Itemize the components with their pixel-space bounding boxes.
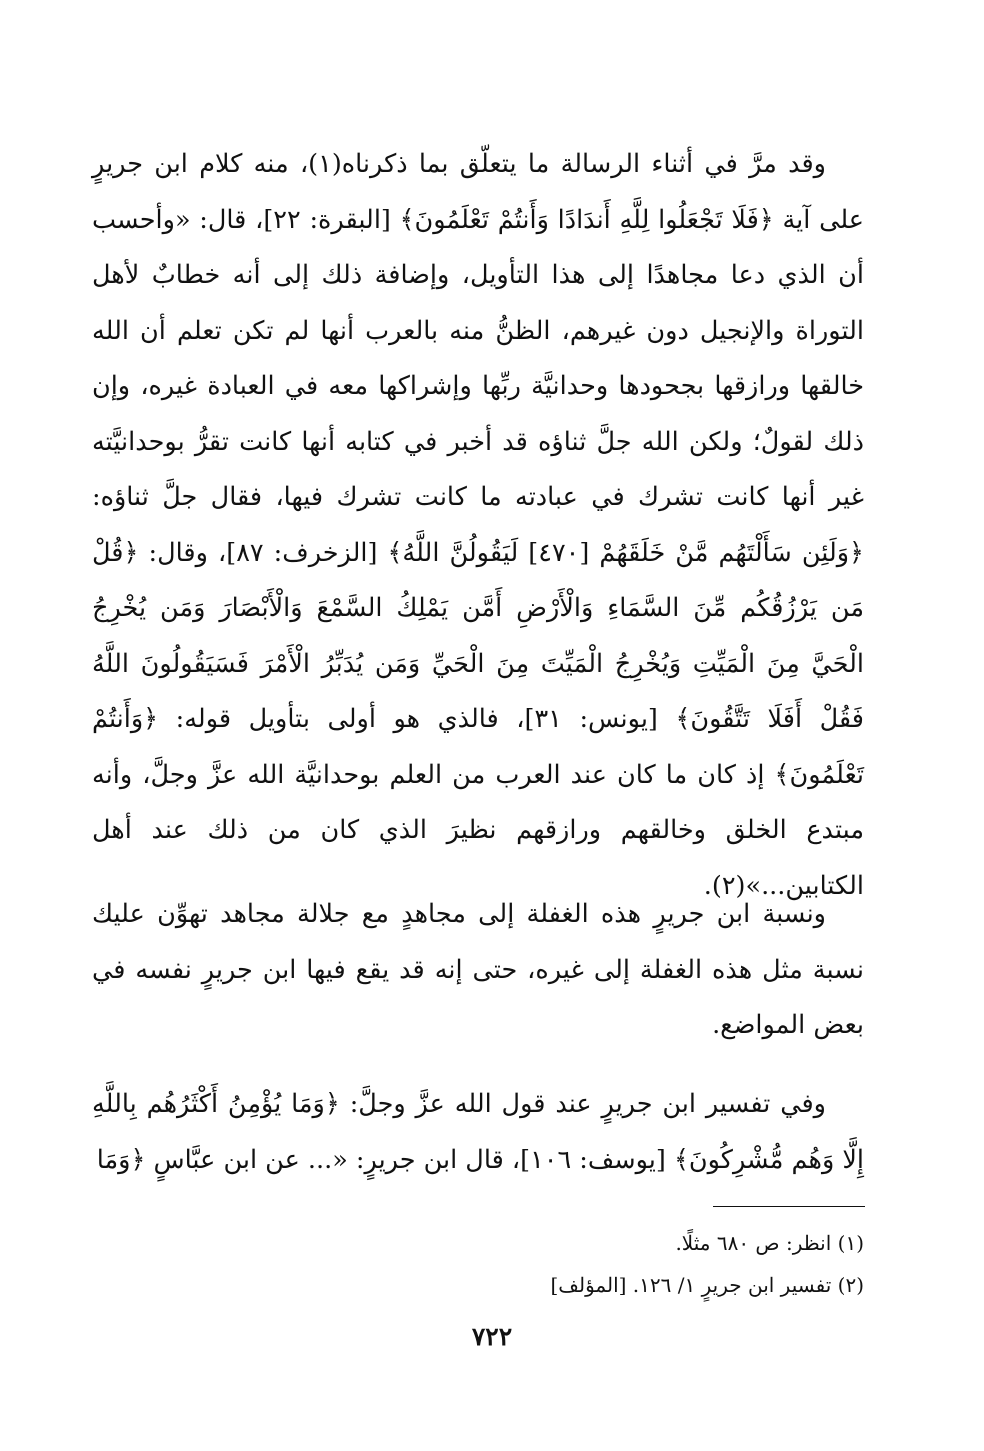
paragraph-1 — [92, 137, 864, 914]
footnote-2: (٢) تفسير ابن جريرٍ ١/ ١٢٦. [المؤلف] — [550, 1273, 864, 1297]
paragraph-text: وفي تفسير ابن جريرٍ عند قول الله عزَّ وجلَّ: ﴿وَمَا يُؤْمِنُ أَكْثَرُهُم بِاللَّهِ إِلَّا وَهُم مُّشْرِكُونَ﴾ [يوسف: ١٠٦]، قال ابن جريرٍ: «... عن ابن عبَّاسٍ ﴿وَمَا — [92, 1089, 864, 1175]
footnotes — [92, 1222, 864, 1306]
paragraph-text: وقد مرَّ في أثناء الرسالة ما يتعلّق بما ذكرناه(١)، منه كلام ابن جريرٍ على آية ﴿فَلَا تَجْعَلُوا لِلَّهِ أَندَادًا وَأَنتُمْ تَعْلَمُونَ﴾ [البقرة: ٢٢]، قال: «وأحسب أن الذي دعا مجاهدًا إلى هذا التأويل، وإضافة ذلك إلى أنه خطابٌ لأهل التوراة والإنجيل دون غيرهم، الظنُّ منه بالعرب أنها لم تكن تعلم أن الله خالقها ورازقها بجحودها وحدانيَّة ربِّها وإشراكها معه في العبادة غيره، وإن ذلك لقولٌ؛ ولكن الله جلَّ ثناؤه قد أخبر في كتابه أنها كانت تقرُّ بوحدانيَّته غير أنها كانت تشرك في عبادته ما كانت تشرك فيها، فقال جلَّ ثناؤه: ﴿وَلَئِن سَأَلْتَهُم مَّنْ خَلَقَهُمْ [٤٧٠] لَيَقُولُنَّ اللَّهُ﴾ [الزخرف: ٨٧]، وقال: ﴿قُلْ مَن يَرْزُقُكُم مِّنَ السَّمَاءِ وَالْأَرْضِ أَمَّن يَمْلِكُ السَّمْعَ وَالْأَبْصَارَ وَمَن يُخْرِجُ الْحَيَّ مِنَ الْمَيِّتِ وَيُخْرِجُ الْمَيِّتَ مِنَ الْحَيِّ وَمَن يُدَبِّرُ الْأَمْرَ فَسَيَقُولُونَ اللَّهُ فَقُلْ أَفَلَا تَتَّقُونَ﴾ [يونس: ٣١]، فالذي هو أولى بتأويل قوله: ﴿وَأَنتُمْ تَعْلَمُونَ﴾ إذ كان ما كان عند العرب من العلم بوحدانيَّة الله عزَّ وجلَّ، وأنه مبتدع الخلق وخالقهم ورازقهم نظيرَ الذي كان من ذلك عند أهل الكتابين...»(٢). — [92, 149, 864, 901]
footnote-1: (١) انظر: ص ٦٨٠ مثلًا. — [675, 1231, 864, 1255]
paragraph-2 — [92, 887, 864, 1054]
page-number: ٧٢٢ — [471, 1322, 513, 1351]
paragraph-3 — [92, 1077, 864, 1188]
footnote-divider — [713, 1206, 865, 1207]
paragraph-text: ونسبة ابن جريرٍ هذه الغفلة إلى مجاهدٍ مع جلالة مجاهد تهوِّن عليك نسبة مثل هذه الغفلة إلى غيره، حتى إنه قد يقع فيها ابن جريرٍ نفسه في بعض المواضع. — [92, 899, 864, 1040]
